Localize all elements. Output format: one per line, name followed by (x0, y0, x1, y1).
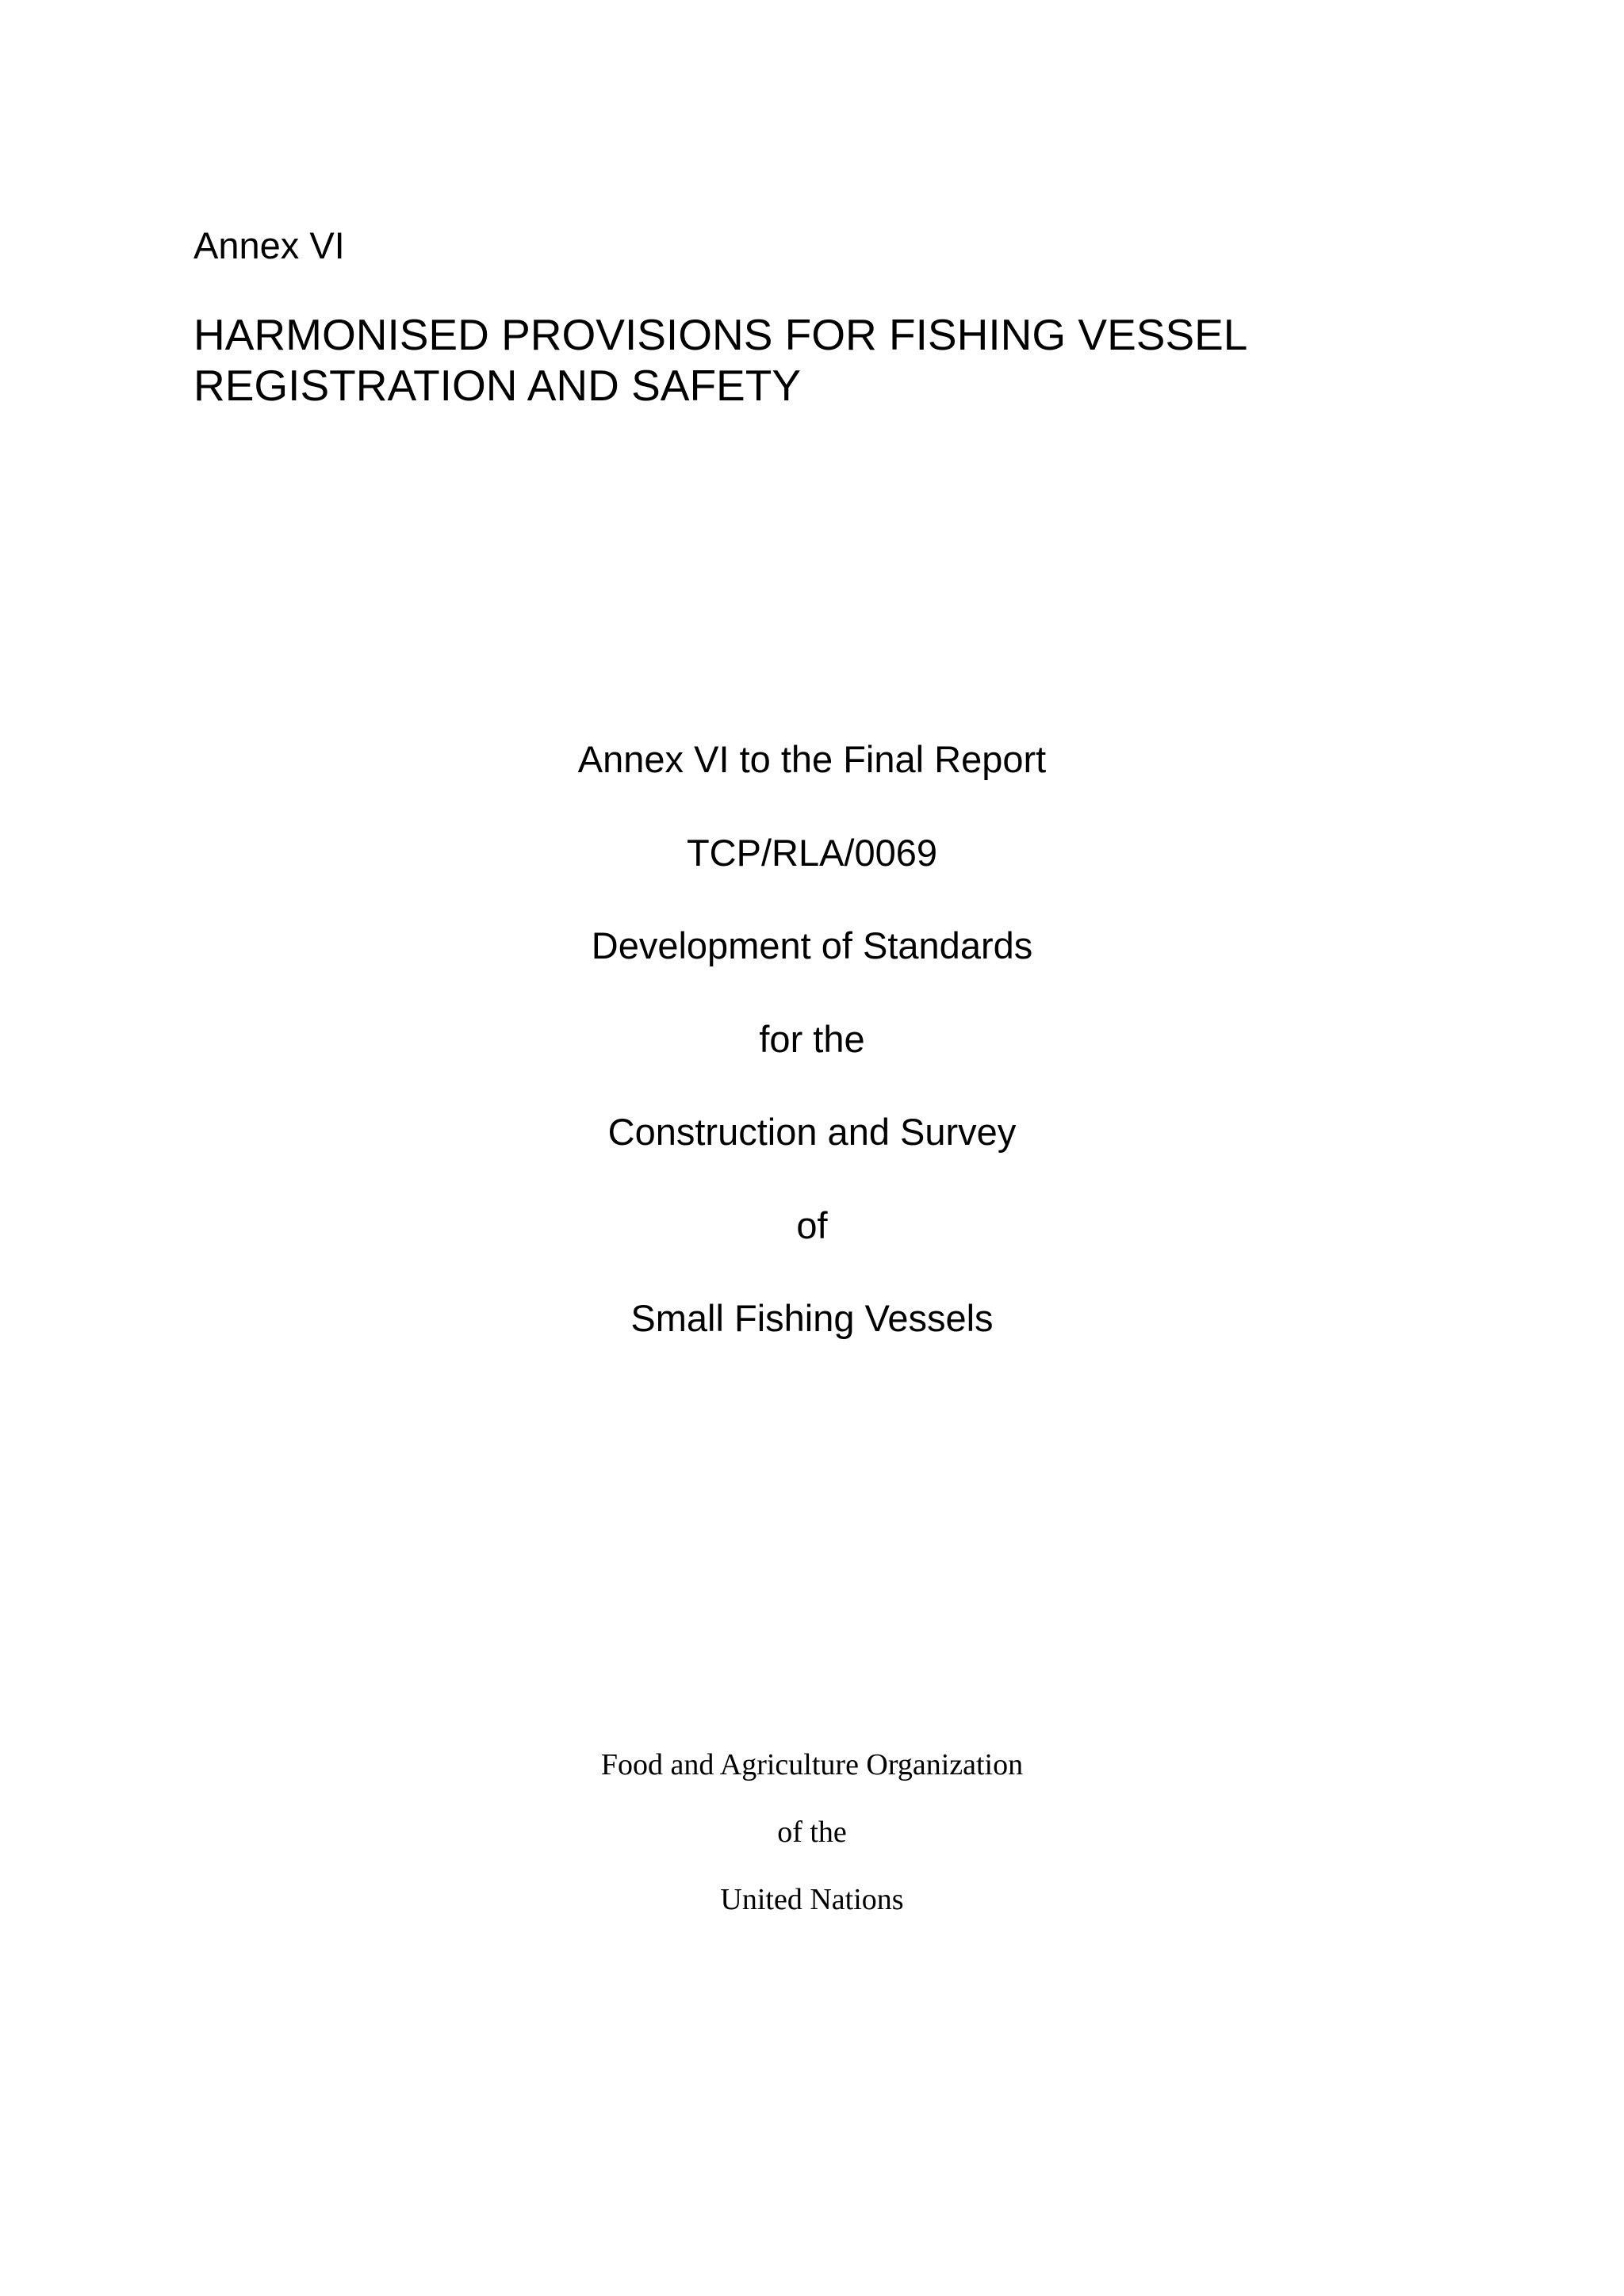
organization-line-1: Food and Agriculture Organization (600, 1748, 1024, 1781)
organization-line-2: of the (777, 1816, 847, 1849)
report-line-construction: Construction and Survey (607, 1111, 1017, 1153)
annex-label: Annex VI (193, 224, 345, 266)
report-line-of: of (796, 1203, 828, 1246)
document-title-line-1: HARMONISED PROVISIONS FOR FISHING VESSEL (193, 310, 1248, 359)
document-title (193, 309, 1542, 411)
report-line-vessels: Small Fishing Vessels (630, 1297, 994, 1339)
report-description (0, 736, 1624, 1388)
document-title-line-2: REGISTRATION AND SAFETY (193, 361, 802, 410)
report-line-development: Development of Standards (591, 924, 1033, 966)
organization-line-3: United Nations (720, 1883, 904, 1916)
report-line-project-code: TCP/RLA/0069 (686, 831, 938, 874)
organization-name (0, 1746, 1624, 1948)
report-line-for-the: for the (759, 1017, 865, 1060)
report-line-annex: Annex VI to the Final Report (577, 738, 1047, 780)
